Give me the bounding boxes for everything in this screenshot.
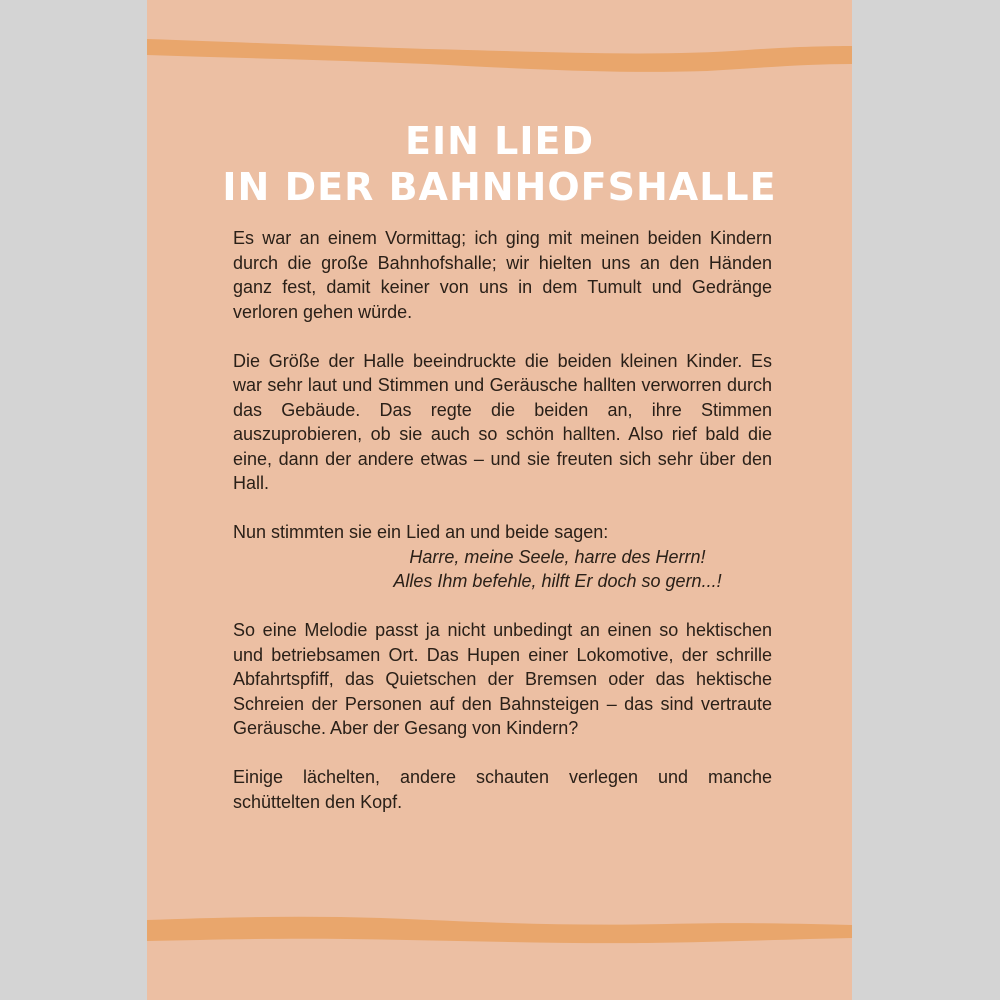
paragraph-1: Es war an einem Vormittag; ich ging mit meinen beiden Kindern durch die große Bahnhofshalle; wir hielten uns an den Händen ganz fest, damit keiner von uns in dem Tumult und Gedränge verloren gehen würde. — [233, 228, 772, 322]
page — [147, 0, 852, 1000]
top-wave-decoration — [147, 34, 852, 74]
story-text — [233, 226, 772, 839]
paragraph-2: Die Größe der Halle beeindruckte die beiden kleinen Kinder. Es war sehr laut und Stimmen und Geräusche hallten verworren durch das Gebäude. Das regte die beiden an, ihre Stimmen auszuprobieren, ob sie auch so schön hallten. Also rief bald die eine, dann der andere etwas – und sie freuten sich sehr über den Hall. — [233, 350, 772, 493]
bottom-wave-decoration — [147, 912, 852, 948]
paragraph-3: Nun stimmten sie ein Lied an und beide sagen: — [233, 522, 609, 542]
paragraph-5: Einige lächelten, andere schauten verlegen und manche schüttelten den Kopf. — [233, 767, 772, 812]
verse-line-1: Harre, meine Seele, harre des Herrn! — [409, 546, 706, 567]
title-line-1: EIN LIED — [405, 119, 594, 163]
verse-line-2: Alles Ihm befehle, hilft Er doch so gern...! — [393, 571, 722, 591]
paragraph-4: So eine Melodie passt ja nicht unbedingt an einen so hektischen und betriebsamen Ort. Das Hupen einer Lokomotive, der schrille Abfahrtspfiff, das Quietschen der Bremsen oder das hektische Schreien der Personen auf den Bahnsteigen – das sind vertraute Geräusche. Aber der Gesang von Kindern? — [233, 620, 772, 738]
page-title — [147, 118, 852, 210]
title-line-2: IN DER BAHNHOFSHALLE — [222, 165, 777, 209]
